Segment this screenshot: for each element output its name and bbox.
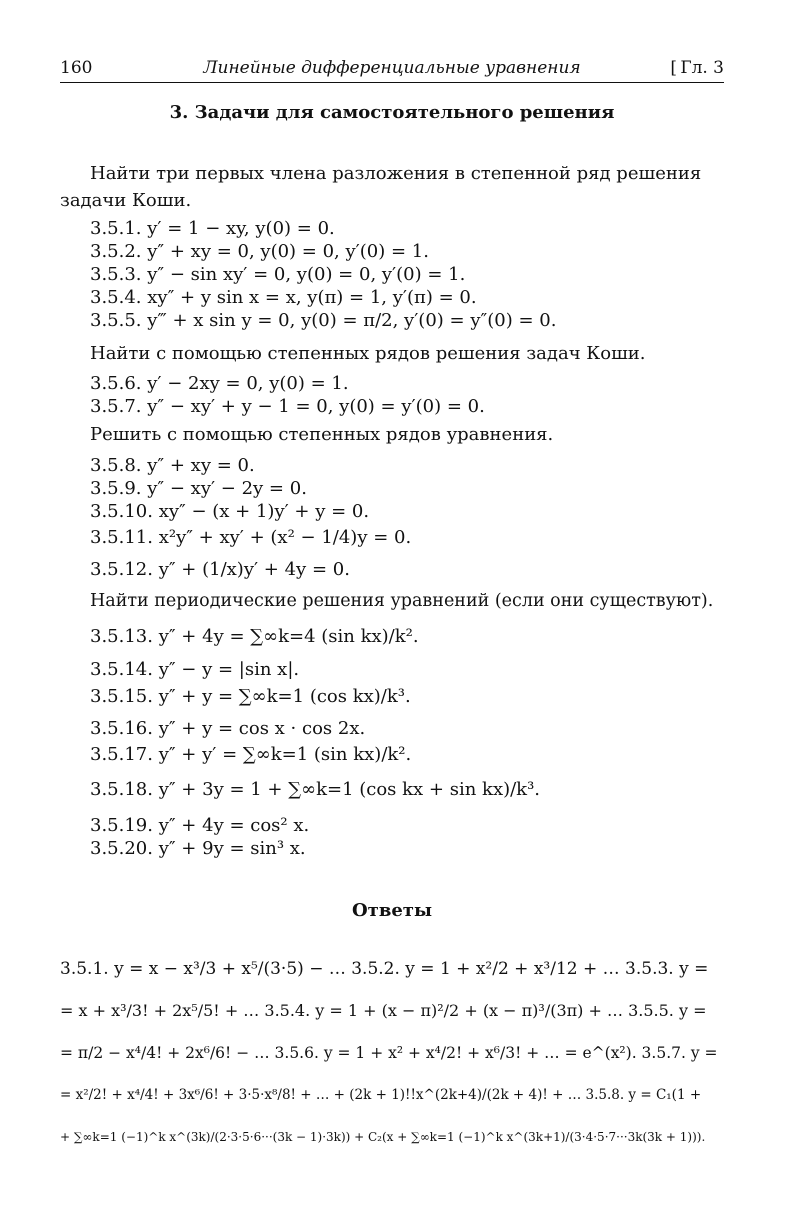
problem-3-5-9: 3.5.9. y″ − xy′ − 2y = 0.: [90, 478, 307, 499]
problem-3-5-3: 3.5.3. y″ − sin xy′ = 0, y(0) = 0, y′(0) = 1.: [90, 264, 466, 285]
section-title: 3. Задачи для самостоятельного решения: [169, 102, 615, 123]
answer-line: = x + x³/3! + 2x⁵/5! + … 3.5.4. y = 1 + (x − π)²/2 + (x − π)³/(3π) + … 3.5.5. y =: [60, 1001, 707, 1020]
problem-3-5-8: 3.5.8. y″ + xy = 0.: [90, 455, 255, 476]
problem-3-5-5: 3.5.5. y‴ + x sin y = 0, y(0) = π/2, y′(0) = y″(0) = 0.: [90, 310, 557, 331]
problem-3-5-1: 3.5.1. y′ = 1 − xy, y(0) = 0.: [90, 218, 335, 239]
problem-3-5-14: 3.5.14. y″ − y = |sin x|.: [90, 659, 300, 680]
problem-3-5-17: 3.5.17. y″ + y′ = ∑∞k=1 (sin kx)/k².: [90, 744, 412, 765]
page-number: 160: [60, 58, 93, 78]
group4-intro: Найти периодические решения уравнений (если они существуют).: [90, 591, 714, 611]
problem-3-5-6: 3.5.6. y′ − 2xy = 0, y(0) = 1.: [90, 373, 349, 394]
problem-3-5-18: 3.5.18. y″ + 3y = 1 + ∑∞k=1 (cos kx + sin kx)/k³.: [90, 779, 541, 800]
answers-title: Ответы: [352, 900, 432, 921]
problem-3-5-16: 3.5.16. y″ + y = cos x · cos 2x.: [90, 718, 366, 739]
problem-3-5-15: 3.5.15. y″ + y = ∑∞k=1 (cos kx)/k³.: [90, 686, 411, 707]
problem-3-5-11: 3.5.11. x²y″ + xy′ + (x² − 1/4)y = 0.: [90, 527, 412, 548]
chapter-label: [ Гл. 3: [680, 58, 724, 78]
problem-3-5-13: 3.5.13. y″ + 4y = ∑∞k=4 (sin kx)/k².: [90, 626, 419, 647]
answer-line: 3.5.1. y = x − x³/3 + x⁵/(3·5) − … 3.5.2. y = 1 + x²/2 + x³/12 + … 3.5.3. y =: [60, 959, 709, 979]
problem-3-5-20: 3.5.20. y″ + 9y = sin³ x.: [90, 838, 306, 859]
answer-line: = x²/2! + x⁴/4! + 3x⁶/6! + 3·5·x⁸/8! + … + (2k + 1)!!x^(2k+4)/(2k + 4)! + … 3.5.8. y = C₁(1 +: [60, 1087, 702, 1103]
problem-3-5-19: 3.5.19. y″ + 4y = cos² x.: [90, 815, 310, 836]
problem-3-5-7: 3.5.7. y″ − xy′ + y − 1 = 0, y(0) = y′(0) = 0.: [90, 396, 485, 417]
running-title: Линейные дифференциальные уравнения: [203, 58, 581, 78]
group1-intro: Найти три первых члена разложения в степенной ряд решения задачи Коши.: [60, 163, 702, 211]
problem-3-5-12: 3.5.12. y″ + (1/x)y′ + 4y = 0.: [90, 559, 350, 580]
problem-3-5-10: 3.5.10. xy″ − (x + 1)y′ + y = 0.: [90, 501, 370, 522]
group3-intro: Решить с помощью степенных рядов уравнения.: [90, 424, 554, 445]
problem-3-5-2: 3.5.2. y″ + xy = 0, y(0) = 0, y′(0) = 1.: [90, 241, 429, 262]
answer-line: = π/2 − x⁴/4! + 2x⁶/6! − … 3.5.6. y = 1 + x² + x⁴/2! + x⁶/3! + … = e^(x²). 3.5.7. y =: [60, 1044, 718, 1062]
answer-line: + ∑∞k=1 (−1)^k x^(3k)/(2·3·5·6···(3k − 1)·3k)) + C₂(x + ∑∞k=1 (−1)^k x^(3k+1)/(3·4·5·7···3k(3k + 1))).: [60, 1130, 706, 1144]
problem-3-5-4: 3.5.4. xy″ + y sin x = x, y(π) = 1, y′(π) = 0.: [90, 287, 477, 308]
page-header: [60, 56, 724, 83]
group2-intro: Найти с помощью степенных рядов решения задач Коши.: [90, 343, 646, 364]
